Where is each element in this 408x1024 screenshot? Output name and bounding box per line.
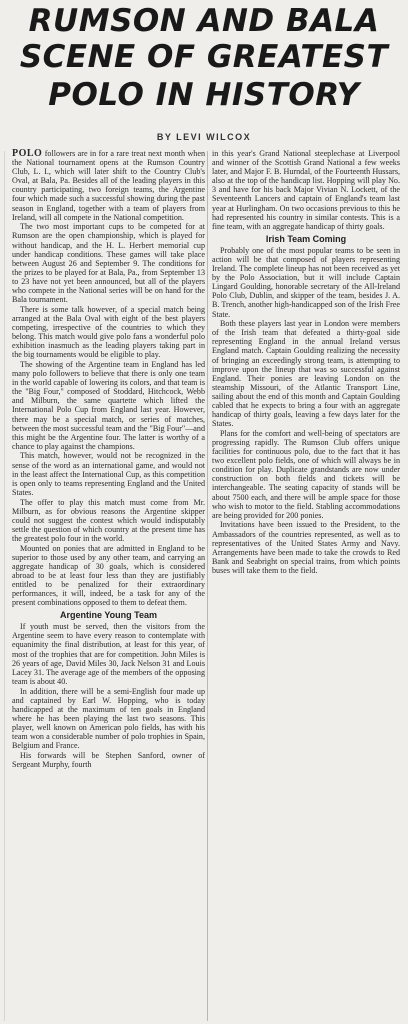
paragraph: in this year's Grand National steeplechase at Liverpool and winner of the Scottish Grand National a few weeks later, and Major F. B. Hurndal, of the Fourteenth Hussars, also at the top of the handicap list. Hopping will play No. 3 and have for his back Major Vivian N. Lockett, of the Seventeenth Lancers and captain of England's team last year at Hurlingham. On two occasions previous to this he had represented his country in similar contests. This is a fine team, with an aggregate handicap of thirty goals.	[212, 149, 400, 231]
byline: BY LEVI WILCOX	[156, 132, 252, 142]
paragraph: Mounted on ponies that are admitted in England to be superior to those used by any other team, and carrying an aggregate handicap of 30 goals, which is considered abroad to be at least four less than they are justifiably entitled to be penalized for their extraordinary performances, it will, indeed, be a task for any of the present combinations opposed to them to defeat them.	[12, 543, 205, 608]
paragraph: His forwards will be Stephen Sanford, owner of Sergeant Murphy, fourth	[12, 750, 205, 769]
paragraph: Probably one of the most popular teams to be seen in action will be that composed of players representing Ireland. The complete lineup has not been received as yet by the Polo Association, but it will include Captain Lingard Goulding, honorable secretary of the All-Ireland Polo Club, Dublin, and skipper of the team, besides J. A. B. Trench, another high-handicapped son of the Irish Free State.	[212, 245, 400, 319]
headline-line-3: POLO IN HISTORY	[48, 77, 360, 113]
paragraph: In addition, there will be a semi-English four made up and captained by Earl W. Hopping, who is today handicapped at the maximum of ten goals in England where he has been playing the last two seasons. This player, well known on American polo fields, has with his team won a considerable number of polo trophies in Spain, Belgium and France.	[12, 686, 205, 751]
column-rule-center	[207, 151, 208, 1021]
paragraph: If youth must be served, then the visitors from the Argentine seem to have every reason to contemplate with equanimity the final distribution, at least for this year, of most of the trophies that are for competition. John Miles is 26 years of age, David Miles 30, Jack Nelson 31 and Louis Lacey 31. The average age of the members of the opposing team is about 40.	[12, 622, 205, 686]
paragraph: The two most important cups to be competed for at Rumson are the open championship, which is played for without handicap, and the H. L. Herbert memorial cup under handicap conditions. These games will take place between August 26 and September 9. The conditions for the prizes to be played for at Bala, Pa., from September 13 to 23 have not yet been announced, but all of the players who compete in the National series will be on hand for the Bala tournament.	[12, 222, 205, 305]
subhead-argentine-young-team: Argentine Young Team	[59, 610, 157, 621]
paragraph: There is some talk however, of a special match being arranged at the Bala Oval with eight of the best players competing, irrespective of the countries to which they belong. This match would give polo fans a wonderful polo exhibition inasmuch as the leading players taking part in the big tournaments would be eligible to play.	[12, 304, 205, 360]
paragraph: The offer to play this match must come from Mr. Milburn, as for obvious reasons the Argentine skipper could not suggest the contest which would indisputably settle the question of which country at the present time has the greatest polo four in the world.	[12, 497, 205, 543]
paragraph: Invitations have been issued to the President, to the Ambassadors of the countries represented, as well as to representatives of the United States Army and Navy. Arrangements have been made to take the crowds to Red Bank and Seabright on special trains, from which points buses will take them to the field.	[212, 520, 400, 575]
paragraph: Both these players last year in London were members of the Irish team that defeated a thirty-goal side representing England in the annual Ireland versus England match. Captain Goulding realizing the necessity of bringing an exceedingly strong team, is attempting to improve upon the lineup that was so successful against England. Their ponies are leaving London on the steamship Missouri, of the Atlantic Transport Line, sailing about the end of this month and Captain Goulding cabled that he expects to bring a four with an aggregate handicap of thirty goals, leaving a few days later for the States.	[212, 319, 400, 429]
lead-dropcap: POLO	[12, 149, 43, 159]
article-column-right	[212, 149, 400, 709]
paragraph: This match, however, would not be recognized in the sense of the word as an international game, and would not in the least affect the International Cup, as this competition is open only to teams representing England and the United States.	[12, 451, 205, 497]
paragraph: The showing of the Argentine team in England has led many polo followers to believe that there is only one team in the world capable of lowering its colors, and that team is the "Big Four," composed of Stoddard, Hitchcock, Webb and Milburn, the same quartette which lifted the International Polo Cup from England last year. However, there may be a special match, or series of matches, between the most successful team and the "Big Four"—and this might be the Argentine four. The latter is worthy of a chance to play against the champions.	[12, 359, 205, 451]
subhead-irish-team-coming: Irish Team Coming	[265, 233, 347, 244]
headline-line-1: RUMSON AND BALA	[28, 3, 380, 39]
headline-line-2: SCENE OF GREATEST	[19, 39, 389, 75]
column-rule-left	[4, 151, 5, 1021]
article-column-left	[12, 149, 205, 1021]
lead-paragraph	[12, 149, 205, 222]
lead-text: followers are in for a rare treat next month when the National tournament opens at the Rumson Country Club, L. I., which will later shift to the Country Club's Oval, at Bala, Pa. Besides all of the leading players in this country participating, two foreign teams, the Argentine four which made such a successful showing during the past season in England, together with a team of players from Ireland, will all compete in the National competition.	[12, 149, 205, 222]
paragraph: Plans for the comfort and well-being of spectators are progressing rapidly. The Rumson Club offers unique facilities for continuous polo, due to the fact that it has two excellent polo fields, one of which will always be in condition for play. Duplicate grandstands are now under construction on both fields and tickets will be interchangeable. The seating capacity of stands will be about 7500 each, and there will be ample space for those who wish to motor to the field. Stabling accommodations are being provided for 200 ponies.	[212, 428, 400, 520]
